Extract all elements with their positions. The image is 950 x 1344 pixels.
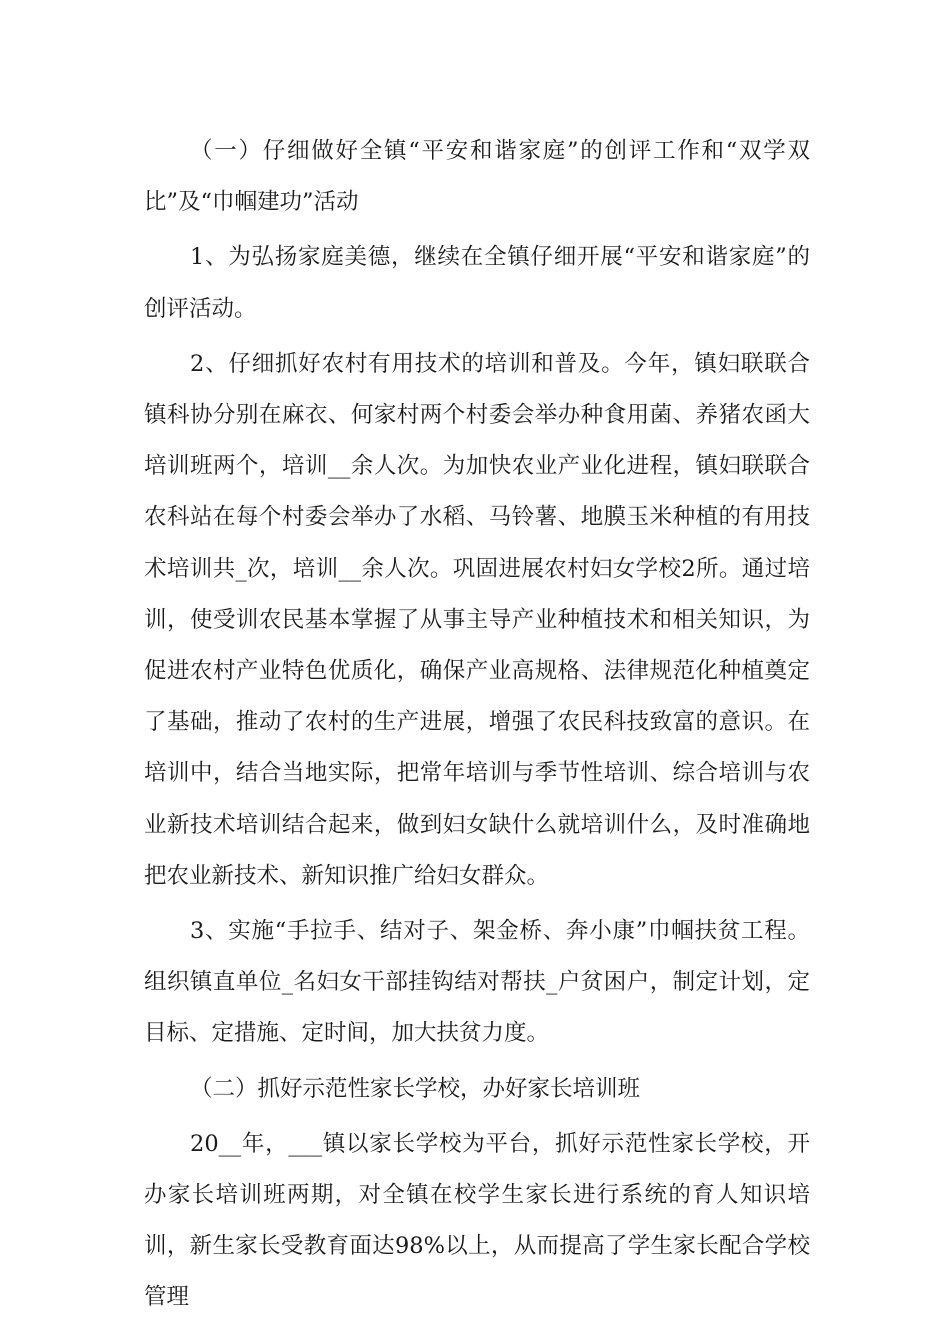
- section-heading-one: （一）仔细做好全镇“平安和谐家庭”的创评工作和“双学双比”及“巾帼建功”活动: [144, 138, 810, 216]
- paragraph-item-2: 2、仔细抓好农村有用技术的培训和普及。今年，镇妇联联合镇科协分别在麻衣、何家村两个村委会举办种食用菌、养猪农函大培训班两个，培训__余人次。为加快农业产业化进程，镇妇联联合农科站在每个村委会举办了水稻、马铃薯、地膜玉米种植的有用技术培训共_次，培训__余人次。巩固进展农村妇女学校2所。通过培训，使受训农民基本掌握了从事主导产业种植技术和相关知识，为促进农村产业特色优质化，确保产业高规格、法律规范化种植奠定了基础，推动了农村的生产进展，增强了农民科技致富的意识。在培训中，结合当地实际，把常年培训与季节性培训、综合培训与农业新技术培训结合起来，做到妇女缺什么就培训什么，及时准确地把农业新技术、新知识推广给妇女群众。: [144, 350, 810, 889]
- section-heading-two: （二）抓好示范性家长学校，办好家长培训班: [190, 1075, 641, 1102]
- paragraph-item-3: 3、实施“手拉手、结对子、架金桥、奔小康”巾帼扶贫工程。组织镇直单位_名妇女干部挂钩结对帮扶_户贫困户，制定计划，定目标、定措施、定时间，加大扶贫力度。: [144, 918, 810, 1047]
- paragraph-parent-school: 20__年，___镇以家长学校为平台，抓好示范性家长学校，开办家长培训班两期，对全镇在校学生家长进行系统的育人知识培训，新生家长受教育面达98%以上，从而提高了学生家长配合学校管理: [144, 1130, 810, 1311]
- document-body: [144, 126, 810, 1328]
- paragraph-item-1: 1、为弘扬家庭美德，继续在全镇仔细开展“平安和谐家庭”的创评活动。: [144, 244, 810, 322]
